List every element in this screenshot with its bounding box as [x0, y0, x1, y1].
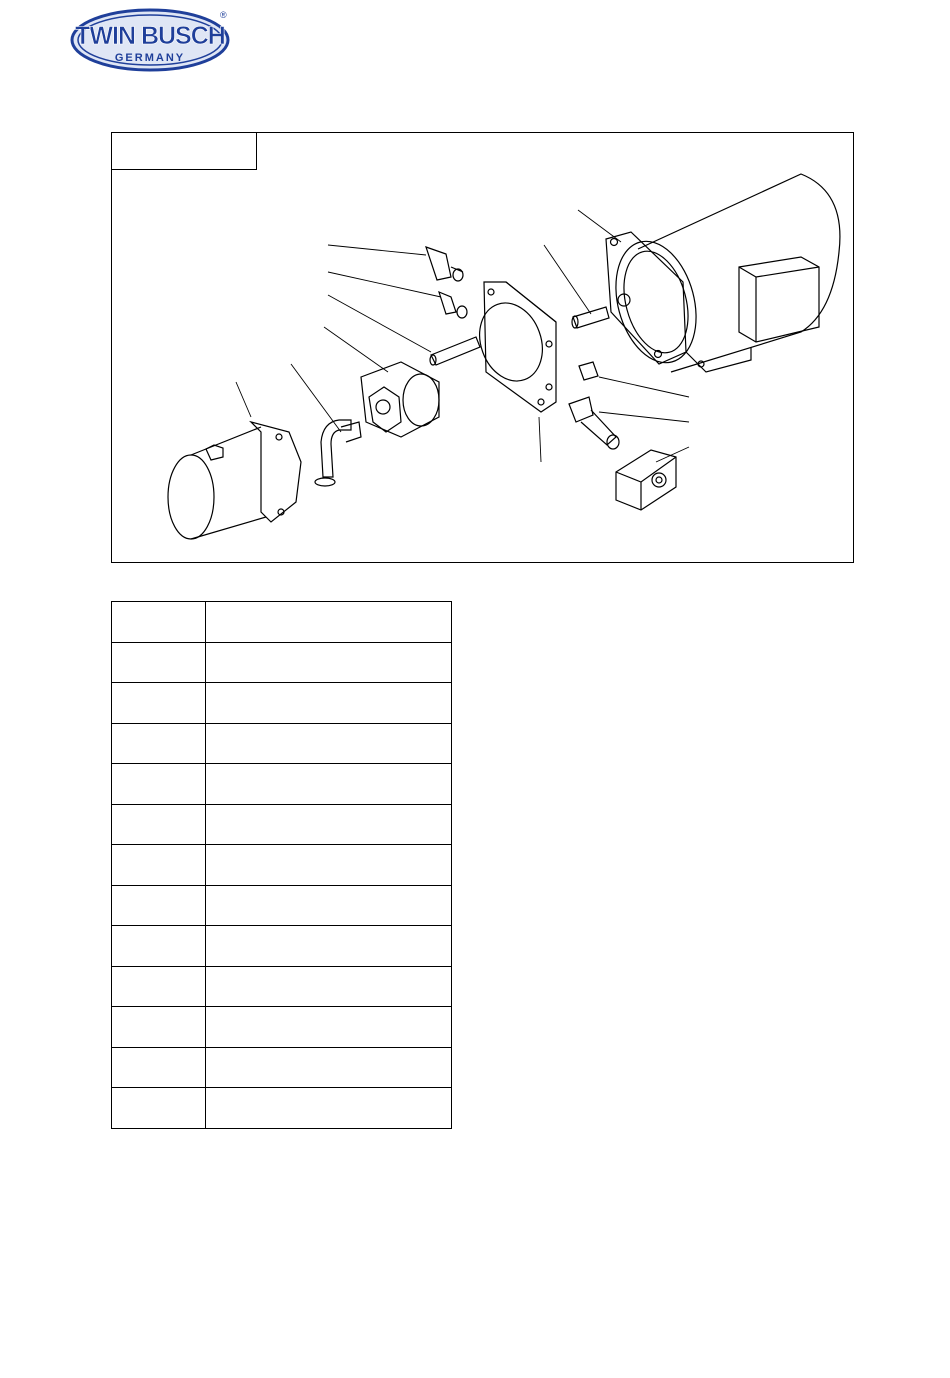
table-row [112, 845, 452, 886]
part-name [206, 885, 452, 926]
part-number [112, 764, 206, 805]
table-row [112, 683, 452, 724]
svg-text:TWIN BUSCH: TWIN BUSCH [75, 22, 225, 50]
part-number [112, 1088, 206, 1129]
part-number [112, 804, 206, 845]
table-row [112, 885, 452, 926]
table-row [112, 966, 452, 1007]
svg-text:®: ® [220, 10, 227, 20]
part-name [206, 966, 452, 1007]
svg-text:GERMANY: GERMANY [114, 52, 186, 64]
part-number [112, 602, 206, 643]
part-name [206, 764, 452, 805]
part-name [206, 683, 452, 724]
table-row [112, 1047, 452, 1088]
solenoid-valve [616, 450, 676, 510]
part-name [206, 1047, 452, 1088]
table-row [112, 1007, 452, 1048]
part-number [112, 723, 206, 764]
part-number [112, 1007, 206, 1048]
twin-busch-logo [70, 6, 235, 72]
exploded-view-drawing [111, 132, 854, 563]
part-number [112, 845, 206, 886]
fitting-3 [579, 362, 598, 380]
part-number [112, 966, 206, 1007]
table-row [112, 1088, 452, 1129]
part-name [206, 1088, 452, 1129]
leader-lines [236, 210, 689, 462]
figure-caption-box [111, 132, 257, 170]
elbow-pipe [315, 420, 361, 486]
part-name [206, 602, 452, 643]
part-name [206, 926, 452, 967]
part-name [206, 1007, 452, 1048]
relief-valve [569, 397, 619, 449]
table-row [112, 804, 452, 845]
part-name [206, 723, 452, 764]
table-row [112, 602, 452, 643]
parts-table [111, 601, 452, 1129]
part-name [206, 642, 452, 683]
part-number [112, 642, 206, 683]
part-number [112, 683, 206, 724]
gear-pump [361, 362, 439, 437]
part-name [206, 845, 452, 886]
part-number [112, 1047, 206, 1088]
fitting-2 [439, 292, 467, 318]
table-row [112, 642, 452, 683]
part-number [112, 926, 206, 967]
coupling-shaft [572, 307, 609, 328]
part-number [112, 885, 206, 926]
fitting-1 [426, 247, 463, 281]
electric-motor [603, 174, 840, 372]
oil-tank [168, 422, 301, 539]
table-row [112, 764, 452, 805]
adapter-flange [469, 282, 556, 412]
table-row [112, 926, 452, 967]
part-name [206, 804, 452, 845]
suction-pipe [430, 337, 480, 365]
table-row [112, 723, 452, 764]
